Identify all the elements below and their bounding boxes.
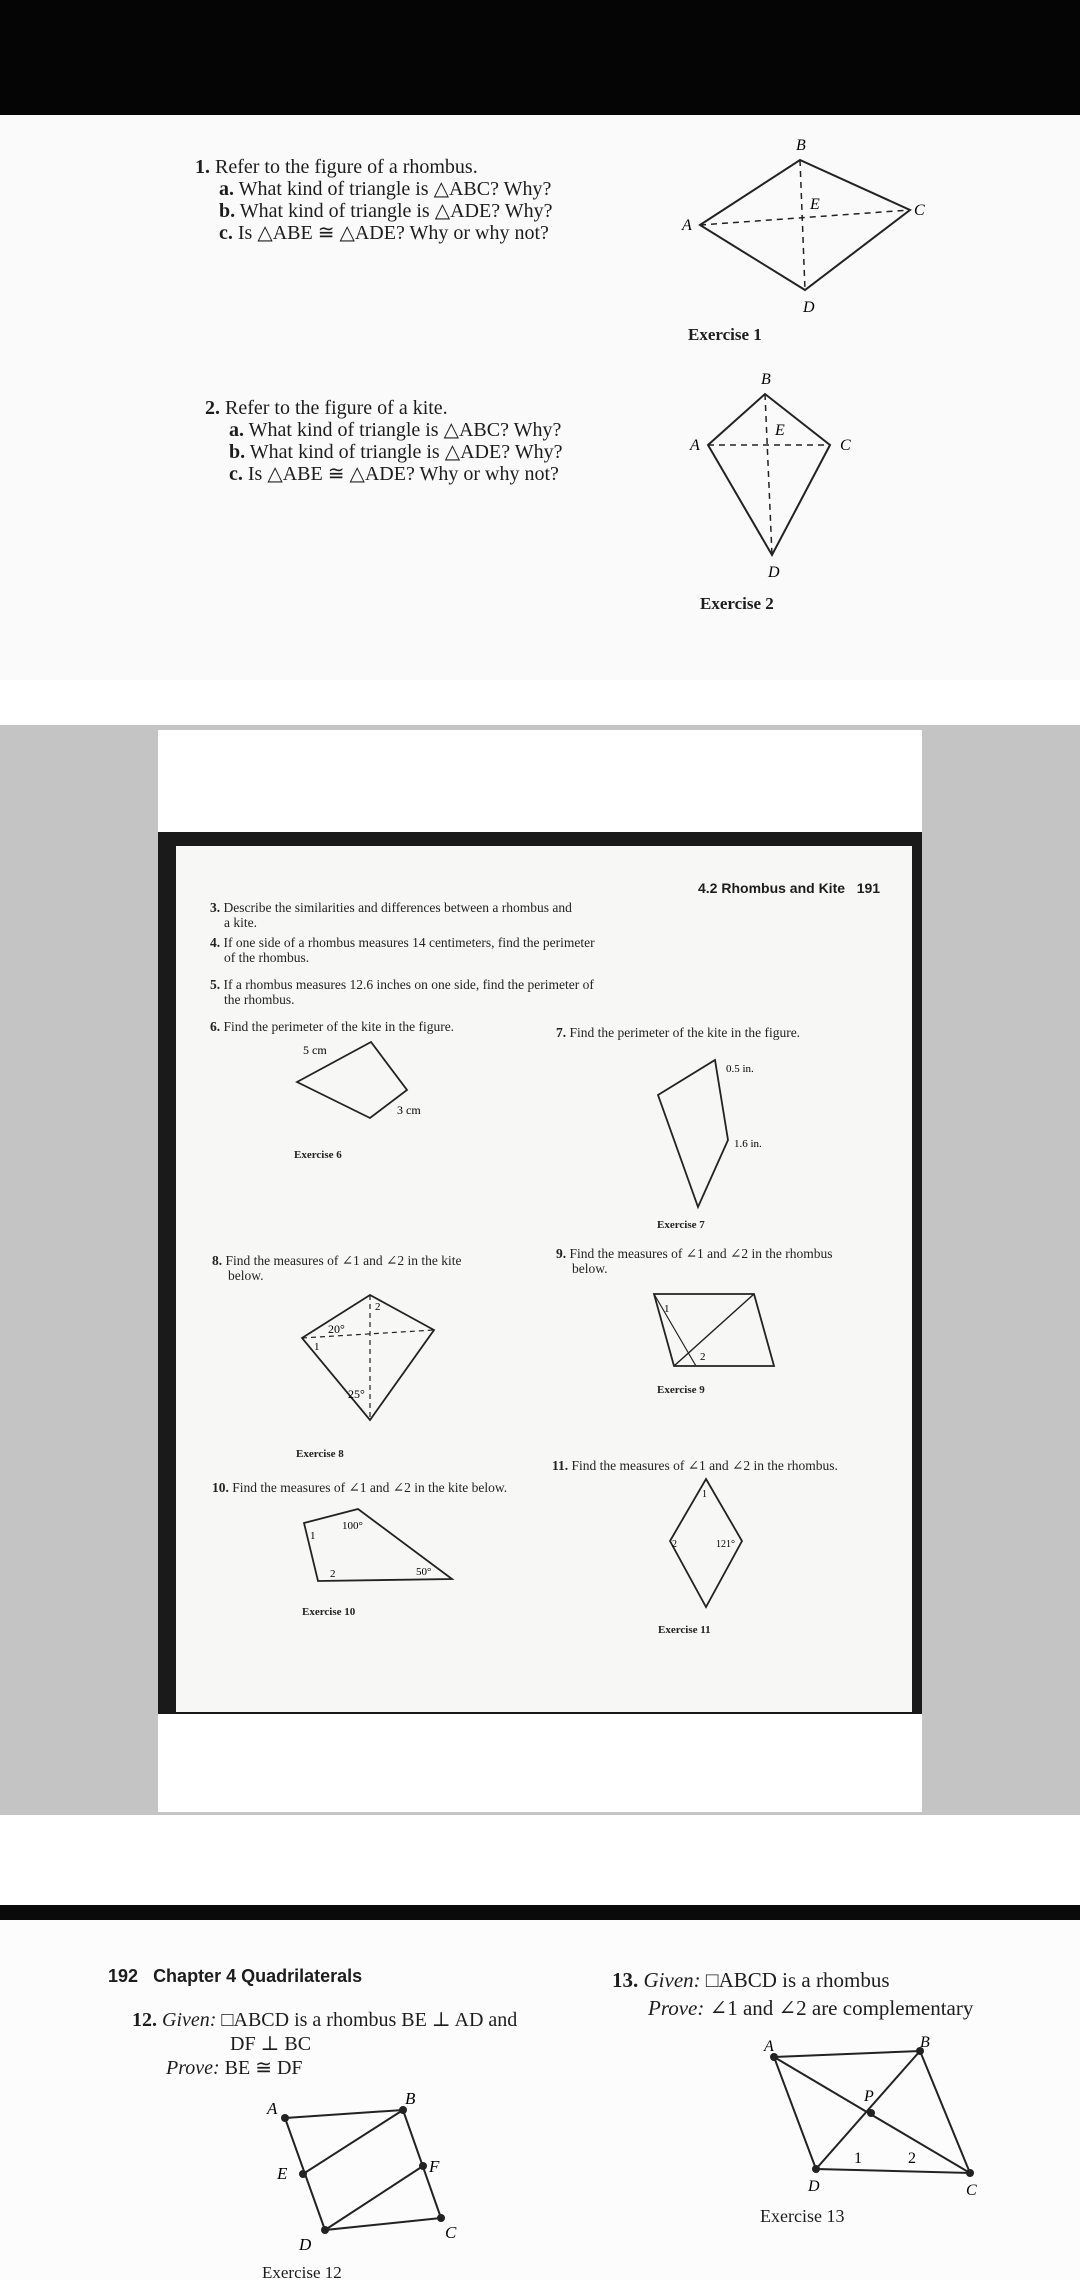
question-7: 7. Find the perimeter of the kite in the figure.: [556, 1025, 801, 1040]
page-header: [698, 880, 880, 896]
caption-exercise-2: Exercise 2: [700, 594, 774, 613]
kite-figure-ex6: [285, 1040, 455, 1125]
top-black-band: [0, 0, 1080, 115]
svg-text:1: 1: [314, 1341, 320, 1353]
caption-exercise-9: Exercise 9: [657, 1384, 705, 1396]
rhombus-figure-ex1: [670, 130, 940, 320]
caption-exercise-6: Exercise 6: [294, 1149, 342, 1161]
svg-text:0.5 in.: 0.5 in.: [726, 1063, 754, 1075]
svg-text:A: A: [764, 2038, 774, 2055]
label-e: E: [775, 422, 785, 439]
chapter-title: Chapter 4 Quadrilaterals: [153, 1966, 363, 1986]
question-9: 9. Find the measures of ∠1 and ∠2 in the rhombus below.: [556, 1246, 833, 1276]
caption-exercise-7: Exercise 7: [657, 1219, 705, 1231]
label-d: D: [768, 564, 780, 581]
page-number: 192: [108, 1966, 139, 1986]
exercise-number: 1.: [195, 156, 210, 178]
part-label: b.: [229, 441, 246, 463]
exercise-1-question: [195, 156, 552, 244]
exercise-12: 12. Given: □ABCD is a rhombus BE ⊥ AD and DF ⊥ BC Prove: BE ≅ DF: [132, 2009, 518, 2079]
kite-figure-ex2: [680, 370, 880, 590]
svg-text:2: 2: [375, 1301, 381, 1313]
part-text: What kind of triangle is △ADE? Why?: [249, 441, 563, 463]
caption-exercise-12: Exercise 12: [262, 2263, 342, 2282]
svg-text:1: 1: [854, 2150, 862, 2167]
svg-text:D: D: [299, 2235, 312, 2254]
question-4: 4. If one side of a rhombus measures 14 centimeters, find the perimeter of the rhombus.: [210, 935, 595, 965]
part-label: c.: [219, 222, 233, 244]
rhombus-figure-ex11: [660, 1475, 770, 1615]
exercise-13: 13. Given: □ABCD is a rhombus Prove: ∠1 and ∠2 are complementary: [612, 1968, 974, 2020]
part-label: a.: [219, 178, 234, 200]
question-11: 11. Find the measures of ∠1 and ∠2 in the rhombus.: [552, 1458, 838, 1473]
svg-text:3 cm: 3 cm: [397, 1103, 421, 1117]
svg-text:1.6 in.: 1.6 in.: [734, 1138, 762, 1150]
svg-text:E: E: [277, 2164, 288, 2183]
svg-text:2: 2: [330, 1568, 336, 1580]
part-text: What kind of triangle is △ADE? Why?: [239, 200, 553, 222]
rhombus-figure-ex12: [255, 2090, 495, 2260]
exercise-text: Refer to the figure of a kite.: [225, 397, 448, 419]
caption-exercise-8: Exercise 8: [296, 1448, 344, 1460]
part-label: a.: [229, 419, 244, 441]
svg-text:F: F: [429, 2157, 440, 2176]
caption-exercise-10: Exercise 10: [302, 1606, 356, 1618]
rhombus-figure-ex9: [650, 1290, 790, 1370]
label-c: C: [840, 437, 851, 454]
svg-text:2: 2: [908, 2150, 916, 2167]
exercise-number: 2.: [205, 397, 220, 419]
part-text: Is △ABE ≅ △ADE? Why or why not?: [237, 222, 549, 244]
svg-text:20°: 20°: [328, 1322, 345, 1336]
svg-text:100°: 100°: [342, 1520, 363, 1532]
svg-text:P: P: [864, 2088, 874, 2105]
part-text: What kind of triangle is △ABC? Why?: [248, 419, 562, 441]
svg-text:2: 2: [700, 1351, 706, 1363]
question-3: 3. Describe the similarities and differences between a rhombus and a kite.: [210, 900, 572, 930]
question-8: 8. Find the measures of ∠1 and ∠2 in the kite below.: [212, 1253, 462, 1283]
label-d: D: [803, 299, 815, 316]
svg-text:C: C: [966, 2182, 977, 2195]
svg-text:B: B: [405, 2090, 416, 2108]
label-b: B: [761, 371, 771, 388]
svg-text:121°: 121°: [716, 1539, 735, 1550]
section-title: 4.2 Rhombus and Kite: [698, 880, 846, 896]
svg-text:A: A: [267, 2099, 278, 2118]
kite-figure-ex8: [298, 1290, 448, 1430]
svg-text:1: 1: [310, 1530, 316, 1542]
exercise-text: Refer to the figure of a rhombus.: [215, 156, 478, 178]
part-text: Is △ABE ≅ △ADE? Why or why not?: [247, 463, 559, 485]
svg-text:25°: 25°: [348, 1387, 365, 1401]
svg-text:2: 2: [672, 1539, 677, 1550]
svg-text:B: B: [920, 2035, 930, 2051]
svg-text:C: C: [445, 2223, 457, 2242]
caption-exercise-1: Exercise 1: [688, 325, 762, 344]
svg-text:1: 1: [664, 1303, 670, 1315]
label-a: A: [682, 217, 692, 234]
question-6: 6. Find the perimeter of the kite in the figure.: [210, 1019, 455, 1034]
svg-text:50°: 50°: [416, 1566, 432, 1578]
label-a: A: [690, 437, 700, 454]
kite-figure-ex7: [650, 1055, 790, 1215]
svg-text:D: D: [808, 2178, 820, 2195]
page-header-192: [108, 1966, 362, 1987]
page-number: 191: [856, 880, 881, 896]
question-10: 10. Find the measures of ∠1 and ∠2 in the kite below.: [212, 1480, 508, 1495]
exercise-2-question: [205, 397, 562, 485]
caption-exercise-13: Exercise 13: [760, 2206, 845, 2226]
part-label: c.: [229, 463, 243, 485]
rhombus-figure-ex13: [750, 2035, 990, 2195]
part-label: b.: [219, 200, 236, 222]
question-5: 5. If a rhombus measures 12.6 inches on one side, find the perimeter of the rhombus.: [210, 977, 594, 1007]
caption-exercise-11: Exercise 11: [658, 1624, 711, 1636]
svg-text:5 cm: 5 cm: [303, 1043, 327, 1057]
part-text: What kind of triangle is △ABC? Why?: [238, 178, 552, 200]
label-e: E: [810, 196, 820, 213]
kite-figure-ex10: [300, 1505, 460, 1585]
svg-text:1: 1: [702, 1489, 707, 1500]
label-c: C: [914, 202, 925, 219]
label-b: B: [796, 137, 806, 154]
